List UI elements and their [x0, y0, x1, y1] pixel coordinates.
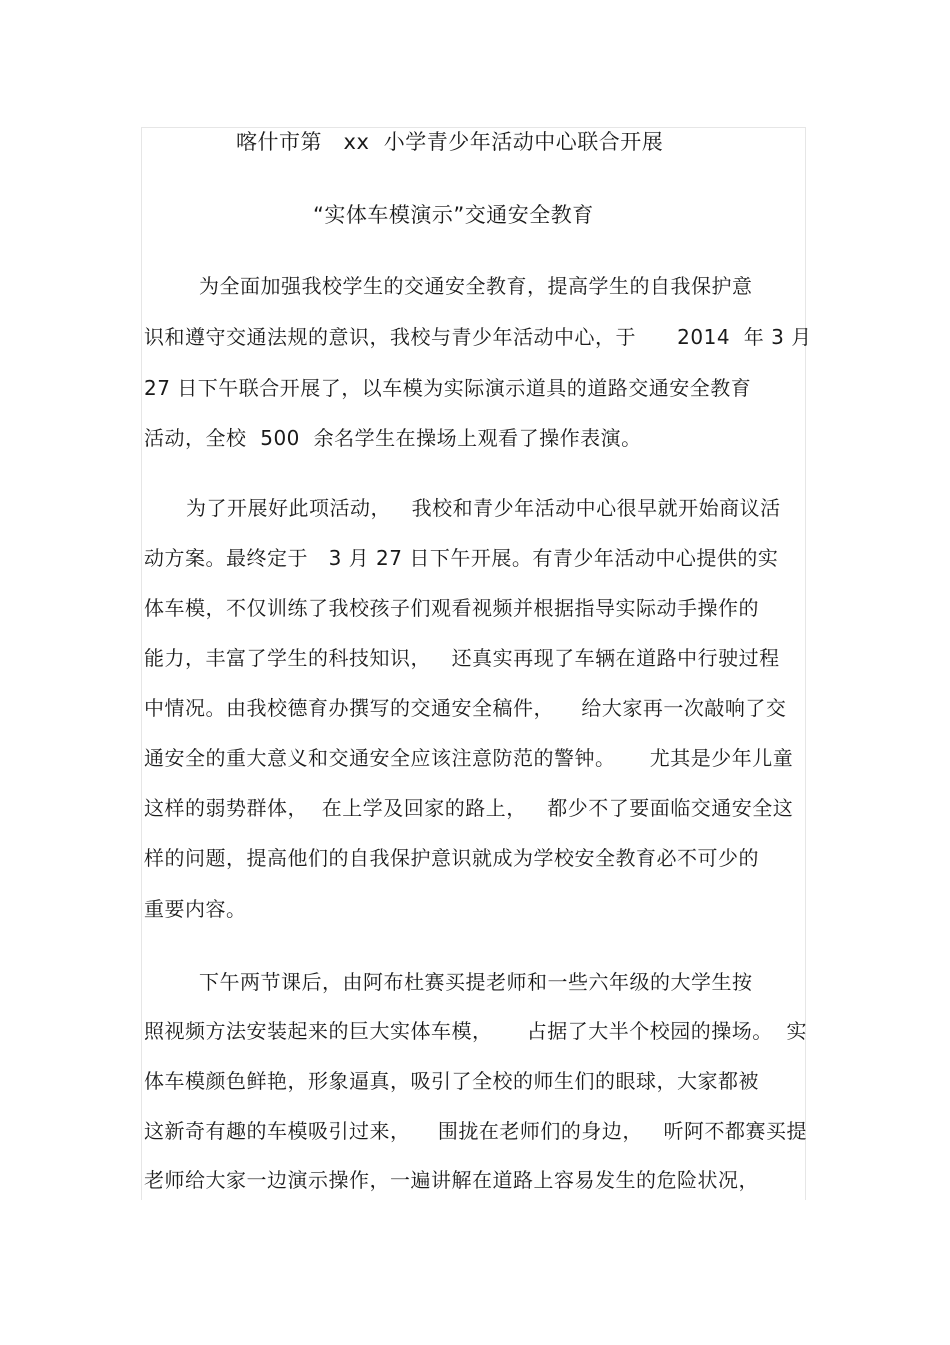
paragraph-2-line-4: 能力，丰富了学生的科技知识， 还真实再现了车辆在道路中行驶过程 — [144, 646, 780, 670]
paragraph-2-line-3: 体车模，不仅训练了我校孩子们观看视频并根据指导实际动手操作的 — [144, 596, 759, 620]
paragraph-2-line-9: 重要内容。 — [144, 897, 247, 921]
paragraph-1-line-2: 识和遵守交通法规的意识，我校与青少年活动中心，于 2014 年 3 月 — [144, 325, 812, 349]
paragraph-3-line-2: 照视频方法安装起来的巨大实体车模， 占据了大半个校园的操场。 实 — [144, 1019, 808, 1043]
paragraph-3-line-5: 老师给大家一边演示操作，一遍讲解在道路上容易发生的危险状况， — [144, 1168, 759, 1192]
paragraph-1-line-4: 活动，全校 500 余名学生在操场上观看了操作表演。 — [144, 426, 642, 450]
paragraph-2-line-7: 这样的弱势群体， 在上学及回家的路上， 都少不了要面临交通安全这 — [144, 796, 794, 820]
title-line-2: “实体车模演示”交通安全教育 — [313, 203, 594, 227]
paragraph-1-line-3: 27 日下午联合开展了，以车模为实际演示道具的道路交通安全教育 — [144, 376, 752, 400]
paragraph-1-line-1: 为全面加强我校学生的交通安全教育，提高学生的自我保护意 — [199, 274, 753, 298]
title-line-1: 喀什市第 xx 小学青少年活动中心联合开展 — [236, 130, 664, 154]
paragraph-3-line-4: 这新奇有趣的车模吸引过来， 围拢在老师们的身边， 听阿不都赛买提 — [144, 1119, 808, 1143]
paragraph-2-line-8: 样的问题，提高他们的自我保护意识就成为学校安全教育必不可少的 — [144, 846, 759, 870]
paragraph-2-line-2: 动方案。最终定于 3 月 27 日下午开展。有青少年活动中心提供的实 — [144, 546, 779, 570]
paragraph-2-line-1: 为了开展好此项活动， 我校和青少年活动中心很早就开始商议活 — [186, 496, 781, 520]
paragraph-2-line-6: 通安全的重大意义和交通安全应该注意防范的警钟。 尤其是少年儿童 — [144, 746, 794, 770]
paragraph-3-line-1: 下午两节课后，由阿布杜赛买提老师和一些六年级的大学生按 — [199, 970, 753, 994]
paragraph-3-line-3: 体车模颜色鲜艳，形象逼真，吸引了全校的师生们的眼球，大家都被 — [144, 1069, 759, 1093]
paragraph-2-line-5: 中情况。由我校德育办撰写的交通安全稿件， 给大家再一次敲响了交 — [144, 696, 787, 720]
